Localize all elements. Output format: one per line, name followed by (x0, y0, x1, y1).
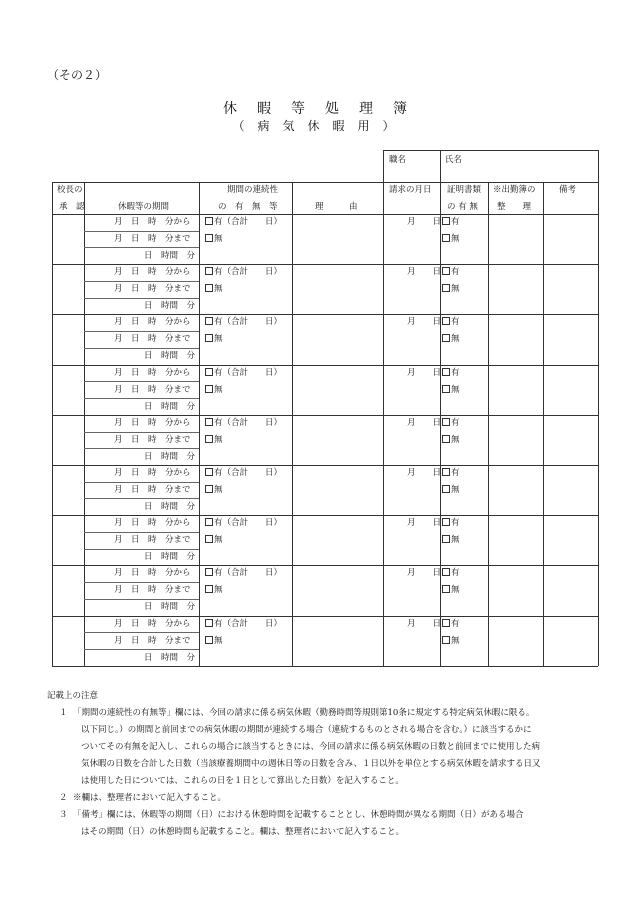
row-8-continuity-yes-label: 有（合計 日） (214, 568, 283, 579)
row-2-period-divider-2 (84, 298, 199, 299)
notes-heading: 記載上の注意 (47, 691, 99, 701)
note-line: ついてその有無を記入し、これらの場合に該当するときには、今回の請求に係る病気休暇の日数と前回までに使用した病 (81, 742, 541, 752)
top-row-left-border (383, 150, 384, 182)
job-title-label: 職名 (389, 155, 407, 165)
row-8-cert-yes-label: 有 (451, 568, 460, 579)
note-item-3 (47, 807, 607, 841)
note-line: は使用した日については、これらの日を１日として算出した日数）を記入すること。 (81, 776, 404, 786)
row-9-cert-no-label: 無 (451, 635, 460, 646)
row-4-bottom-border (52, 415, 598, 416)
col-certificate-label-1: 証明書類 (447, 185, 482, 195)
row-7-continuity-yes (205, 518, 282, 528)
row-3-cert-yes (442, 317, 460, 327)
row-6-continuity-no (205, 485, 223, 495)
row-3-cert-yes-checkbox[interactable] (442, 317, 450, 325)
col-reason-label: 理 由 (315, 202, 358, 212)
col-border-1 (84, 182, 85, 666)
row-4-period-divider-1 (84, 381, 199, 382)
row-4-period-from: 月 日 時 分から (114, 367, 191, 378)
note-line: 以下同じ。）の期間と前回までの病気休暇の期間が連続する場合（連続するものとされる場合を含む。）に該当するかに (81, 725, 532, 735)
row-3-period-from: 月 日 時 分から (114, 317, 191, 328)
row-6-cert-yes (442, 468, 460, 478)
row-7-cert-no (442, 535, 460, 545)
row-4-continuity-no-label: 無 (214, 384, 223, 395)
row-8-period-divider-2 (84, 599, 199, 600)
row-3-bottom-border (52, 365, 598, 366)
row-5-period-divider-2 (84, 448, 199, 449)
row-2-continuity-yes-checkbox[interactable] (205, 267, 213, 275)
row-4-cert-yes (442, 368, 460, 378)
row-9-period-divider-2 (84, 649, 199, 650)
row-8-cert-no-checkbox[interactable] (442, 585, 450, 593)
notes-section (47, 688, 607, 841)
col-border-2 (199, 182, 200, 666)
row-9-period-divider-1 (84, 632, 199, 633)
col-border-4 (383, 182, 384, 666)
row-1-continuity-yes (205, 217, 282, 227)
row-6-continuity-no-label: 無 (214, 485, 223, 495)
row-1-bottom-border (52, 264, 598, 265)
row-5-continuity-yes (205, 418, 282, 428)
note-line: 「期間の連続性の有無等」欄には、今回の請求に係る病気休暇（勤務時間等規則第10条に規定する特定病気休暇に限る。 (73, 708, 535, 718)
row-4-period-divider-2 (84, 398, 199, 399)
row-5-request-date: 月 日 (407, 417, 442, 428)
row-2-bottom-border (52, 314, 598, 315)
row-6-continuity-yes (205, 468, 282, 478)
row-8-continuity-yes (205, 568, 282, 578)
row-1-period-duration: 日 時間 分 (144, 251, 196, 261)
row-7-continuity-no (205, 535, 223, 545)
row-7-cert-yes-label: 有 (451, 518, 460, 529)
row-5-continuity-no (205, 435, 223, 445)
row-3-period-to: 月 日 時 分まで (114, 334, 191, 345)
row-4-continuity-yes (205, 368, 282, 378)
col-certificate-label-2: の 有 無 (447, 202, 478, 212)
row-1-period-divider-2 (84, 247, 199, 248)
row-8-continuity-no-label: 無 (214, 585, 223, 596)
row-4-cert-yes-label: 有 (451, 367, 460, 378)
row-4-cert-no-checkbox[interactable] (442, 385, 450, 393)
row-1-cert-no-checkbox[interactable] (442, 234, 450, 242)
row-2-cert-yes-checkbox[interactable] (442, 267, 450, 275)
row-7-continuity-yes-label: 有（合計 日） (214, 518, 283, 529)
row-5-cert-yes (442, 418, 460, 428)
header-bottom-border (52, 214, 598, 215)
row-5-period-duration: 日 時間 分 (144, 451, 196, 462)
row-3-cert-no-checkbox[interactable] (442, 334, 450, 342)
row-8-continuity-yes-checkbox[interactable] (205, 568, 213, 576)
row-8-continuity-no-checkbox[interactable] (205, 585, 213, 593)
col-approval-label-2: 承 認 (59, 202, 85, 212)
row-2-period-to: 月 日 時 分まで (114, 284, 191, 295)
row-6-continuity-yes-label: 有（合計 日） (214, 468, 283, 478)
note-number: ３ (59, 810, 68, 820)
form-subtitle: （病気休暇用） (232, 119, 408, 133)
row-3-continuity-no-label: 無 (214, 334, 223, 345)
row-2-cert-yes (442, 267, 460, 277)
row-8-cert-yes (442, 568, 460, 578)
row-8-cert-yes-checkbox[interactable] (442, 568, 450, 576)
row-6-cert-yes-checkbox[interactable] (442, 468, 450, 476)
row-3-cert-yes-label: 有 (451, 317, 460, 328)
row-7-cert-no-checkbox[interactable] (442, 535, 450, 543)
row-7-period-to: 月 日 時 分まで (114, 535, 191, 546)
row-1-cert-yes (442, 217, 460, 227)
row-9-request-date: 月 日 (407, 618, 442, 629)
row-2-period-divider-1 (84, 281, 199, 282)
row-1-cert-yes-checkbox[interactable] (442, 217, 450, 225)
row-2-continuity-no-label: 無 (214, 284, 223, 295)
row-3-period-divider-2 (84, 348, 199, 349)
row-7-request-date: 月 日 (407, 518, 442, 529)
row-2-continuity-no-checkbox[interactable] (205, 284, 213, 292)
row-2-continuity-no (205, 284, 223, 294)
note-line: ※欄は、整理者において記入すること。 (73, 793, 227, 803)
col-period-label: 休暇等の期間 (118, 202, 170, 212)
row-4-continuity-yes-label: 有（合計 日） (214, 367, 283, 378)
col-continuity-label-1: 期間の連続性 (227, 185, 279, 195)
row-1-continuity-no-checkbox[interactable] (205, 234, 213, 242)
top-row-divider (440, 150, 441, 182)
col-border-7 (543, 182, 544, 666)
row-5-cert-no-checkbox[interactable] (442, 435, 450, 443)
row-3-continuity-yes (205, 317, 282, 327)
row-7-period-duration: 日 時間 分 (144, 552, 196, 563)
row-7-period-divider-1 (84, 532, 199, 533)
row-8-period-to: 月 日 時 分まで (114, 585, 191, 596)
row-5-continuity-no-checkbox[interactable] (205, 435, 213, 443)
row-6-bottom-border (52, 515, 598, 516)
row-3-continuity-yes-checkbox[interactable] (205, 317, 213, 325)
row-3-continuity-no (205, 334, 223, 344)
row-7-continuity-yes-checkbox[interactable] (205, 518, 213, 526)
row-6-period-divider-2 (84, 498, 199, 499)
form-title: 休暇等処理簿 (223, 101, 427, 117)
row-4-continuity-no-checkbox[interactable] (205, 385, 213, 393)
col-approval-label-1: 校長の (57, 185, 83, 195)
row-1-period-from: 月 日 時 分から (114, 217, 191, 227)
col-organizer-label-2: 整 理 (497, 202, 532, 212)
row-6-period-from: 月 日 時 分から (114, 468, 191, 478)
note-line: 気休暇の日数を合計した日数（当該療養期間中の週休日等の日数を含み、１日以外を単位とする病気休暇を請求する日又 (81, 759, 541, 769)
col-continuity-label-2: の 有 無 等 (218, 202, 278, 212)
row-9-continuity-yes (205, 619, 282, 629)
row-9-cert-no-checkbox[interactable] (442, 636, 450, 644)
form-part-label: （その２） (47, 68, 108, 82)
row-5-period-from: 月 日 時 分から (114, 417, 191, 428)
leave-record-table (52, 150, 598, 666)
row-9-continuity-no (205, 636, 223, 646)
note-line: 「備考」欄には、休暇等の期間（日）における休憩時間を記載することとし、休憩時間が異なる期間（日）がある場合 (73, 810, 524, 820)
row-5-cert-no-label: 無 (451, 434, 460, 445)
row-3-continuity-no-checkbox[interactable] (205, 334, 213, 342)
row-6-period-duration: 日 時間 分 (144, 502, 196, 512)
row-6-cert-yes-label: 有 (451, 468, 460, 478)
row-5-cert-yes-label: 有 (451, 417, 460, 428)
row-5-cert-yes-checkbox[interactable] (442, 418, 450, 426)
row-6-request-date: 月 日 (407, 468, 442, 478)
row-5-bottom-border (52, 465, 598, 466)
row-6-cert-no-label: 無 (451, 485, 460, 495)
row-7-cert-yes (442, 518, 460, 528)
row-7-continuity-no-label: 無 (214, 535, 223, 546)
row-4-period-to: 月 日 時 分まで (114, 384, 191, 395)
row-4-continuity-no (205, 385, 223, 395)
row-8-request-date: 月 日 (407, 568, 442, 579)
row-3-cert-no-label: 無 (451, 334, 460, 345)
row-2-cert-yes-label: 有 (451, 267, 460, 278)
row-8-period-from: 月 日 時 分から (114, 568, 191, 579)
row-8-period-duration: 日 時間 分 (144, 602, 196, 613)
row-8-period-divider-1 (84, 582, 199, 583)
row-2-continuity-yes-label: 有（合計 日） (214, 267, 283, 278)
row-1-period-to: 月 日 時 分まで (114, 234, 191, 244)
row-8-bottom-border (52, 616, 598, 617)
row-6-continuity-no-checkbox[interactable] (205, 485, 213, 493)
row-1-request-date: 月 日 (407, 217, 442, 227)
note-number: １ (59, 708, 68, 718)
row-9-cert-yes-label: 有 (451, 618, 460, 629)
row-6-cert-no-checkbox[interactable] (442, 485, 450, 493)
col-border-3 (292, 182, 293, 666)
row-3-request-date: 月 日 (407, 317, 442, 328)
col-organizer-label-1: ※出勤簿の (493, 185, 536, 195)
col-border-6 (488, 182, 489, 666)
row-9-cert-yes-checkbox[interactable] (442, 619, 450, 627)
col-border-0 (52, 182, 53, 666)
note-number: ２ (59, 793, 68, 803)
row-8-cert-no (442, 585, 460, 595)
note-line: はその期間（日）の休憩時間も記載すること。欄は、整理者において記入すること。 (81, 827, 405, 837)
row-4-cert-yes-checkbox[interactable] (442, 368, 450, 376)
note-item-1 (47, 705, 607, 790)
row-1-cert-yes-label: 有 (451, 217, 460, 227)
col-request-date-label: 請求の月日 (389, 185, 432, 195)
row-3-continuity-yes-label: 有（合計 日） (214, 317, 283, 328)
row-1-continuity-no-label: 無 (214, 234, 223, 244)
row-4-continuity-yes-checkbox[interactable] (205, 368, 213, 376)
top-row-right-border (598, 150, 599, 182)
row-9-period-duration: 日 時間 分 (144, 652, 196, 663)
row-7-continuity-no-checkbox[interactable] (205, 535, 213, 543)
row-2-period-from: 月 日 時 分から (114, 267, 191, 278)
row-7-cert-yes-checkbox[interactable] (442, 518, 450, 526)
row-9-continuity-yes-label: 有（合計 日） (214, 618, 283, 629)
row-5-period-divider-1 (84, 432, 199, 433)
row-5-period-to: 月 日 時 分まで (114, 434, 191, 445)
row-8-continuity-no (205, 585, 223, 595)
col-border-8 (598, 182, 599, 666)
row-4-cert-no (442, 385, 460, 395)
row-1-continuity-yes-label: 有（合計 日） (214, 217, 283, 227)
row-3-period-duration: 日 時間 分 (144, 351, 196, 362)
row-1-cert-no-label: 無 (451, 234, 460, 244)
row-3-cert-no (442, 334, 460, 344)
row-5-cert-no (442, 435, 460, 445)
row-4-period-duration: 日 時間 分 (144, 401, 196, 412)
row-9-period-to: 月 日 時 分まで (114, 635, 191, 646)
note-item-2 (47, 790, 607, 807)
row-7-bottom-border (52, 565, 598, 566)
row-6-period-divider-1 (84, 482, 199, 483)
row-5-continuity-yes-checkbox[interactable] (205, 418, 213, 426)
row-9-continuity-no-checkbox[interactable] (205, 636, 213, 644)
row-5-continuity-yes-label: 有（合計 日） (214, 417, 283, 428)
row-7-cert-no-label: 無 (451, 535, 460, 546)
row-7-period-divider-2 (84, 549, 199, 550)
row-2-cert-no-checkbox[interactable] (442, 284, 450, 292)
row-4-cert-no-label: 無 (451, 384, 460, 395)
row-6-period-to: 月 日 時 分まで (114, 485, 191, 495)
row-5-continuity-no-label: 無 (214, 434, 223, 445)
row-7-period-from: 月 日 時 分から (114, 518, 191, 529)
row-2-period-duration: 日 時間 分 (144, 301, 196, 312)
header-top-border (52, 182, 598, 183)
row-9-bottom-border (52, 666, 598, 667)
row-1-period-divider-1 (84, 231, 199, 232)
row-1-continuity-yes-checkbox[interactable] (205, 217, 213, 225)
row-9-cert-yes (442, 619, 460, 629)
row-2-cert-no-label: 無 (451, 284, 460, 295)
row-6-cert-no (442, 485, 460, 495)
row-6-continuity-yes-checkbox[interactable] (205, 468, 213, 476)
col-remarks-label: 備考 (559, 185, 577, 195)
name-label: 氏名 (445, 155, 463, 165)
row-3-period-divider-1 (84, 331, 199, 332)
row-9-cert-no (442, 636, 460, 646)
row-9-continuity-yes-checkbox[interactable] (205, 619, 213, 627)
row-4-request-date: 月 日 (407, 367, 442, 378)
row-8-cert-no-label: 無 (451, 585, 460, 596)
row-2-cert-no (442, 284, 460, 294)
row-1-cert-no (442, 234, 460, 244)
row-9-continuity-no-label: 無 (214, 635, 223, 646)
top-row-border (383, 150, 598, 151)
row-9-period-from: 月 日 時 分から (114, 618, 191, 629)
row-2-request-date: 月 日 (407, 267, 442, 278)
row-1-continuity-no (205, 234, 223, 244)
row-2-continuity-yes (205, 267, 282, 277)
